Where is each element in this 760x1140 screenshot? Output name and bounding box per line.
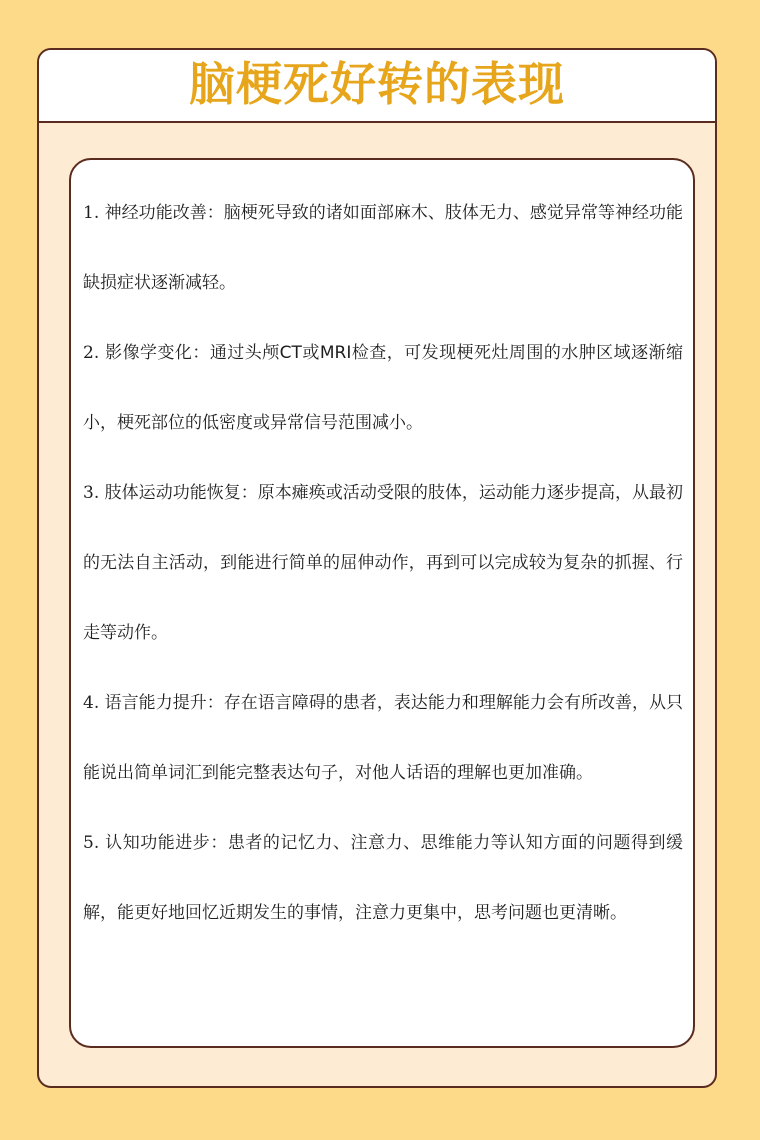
point-item-1 <box>83 178 683 318</box>
point-text: 语言能力提升：存在语言障碍的患者，表达能力和理解能力会有所改善，从只能说出简单词汇到能完整表达句子，对他人话语的理解也更加准确。 <box>83 693 684 783</box>
point-number: 1. <box>83 203 100 223</box>
point-number: 5. <box>83 833 100 853</box>
content-card <box>69 158 695 1048</box>
point-item-4 <box>83 668 683 808</box>
point-text: 认知功能进步：患者的记忆力、注意力、思维能力等认知方面的问题得到缓解，能更好地回忆近期发生的事情，注意力更集中，思考问题也更清晰。 <box>83 833 684 923</box>
points-list <box>83 178 683 948</box>
title-band <box>39 50 715 123</box>
point-text: 肢体运动功能恢复：原本瘫痪或活动受限的肢体，运动能力逐步提高，从最初的无法自主活动，到能进行简单的屈伸动作，再到可以完成较为复杂的抓握、行走等动作。 <box>83 483 684 643</box>
point-item-5 <box>83 808 683 948</box>
outer-card <box>37 48 717 1088</box>
point-number: 2. <box>83 343 100 363</box>
point-number: 4. <box>83 693 100 713</box>
point-number: 3. <box>83 483 100 503</box>
point-item-3 <box>83 458 683 668</box>
point-item-2 <box>83 318 683 458</box>
point-text: 影像学变化：通过头颅CT或MRI检查，可发现梗死灶周围的水肿区域逐渐缩小，梗死部位的低密度或异常信号范围减小。 <box>83 343 684 433</box>
point-text: 神经功能改善：脑梗死导致的诸如面部麻木、肢体无力、感觉异常等神经功能缺损症状逐渐减轻。 <box>83 203 684 293</box>
page-title: 脑梗死好转的表现 <box>189 57 565 111</box>
